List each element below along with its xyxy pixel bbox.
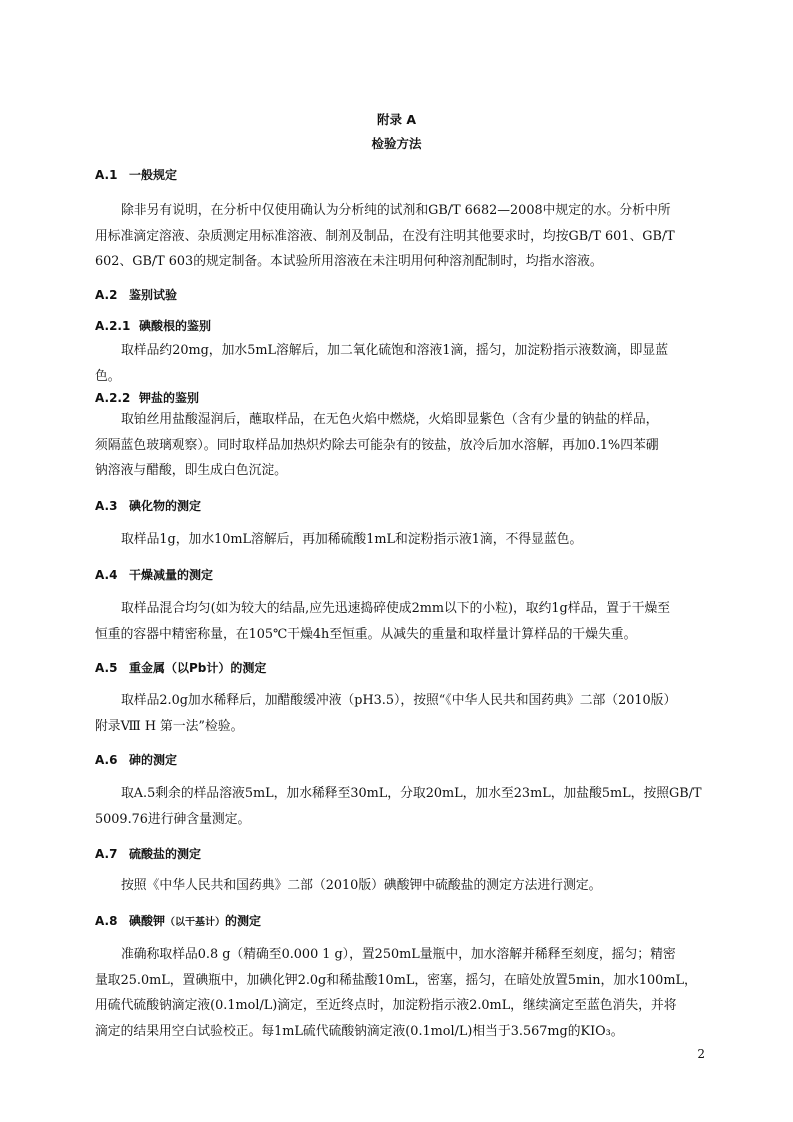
section-heading-a1 — [95, 166, 177, 183]
section-body-a5 — [95, 688, 709, 739]
body-line: 恒重的容器中精密称量，在105℃干燥4h至恒重。从减失的重量和取样量计算样品的干燥失重。 — [95, 626, 637, 642]
body-line: 602、GB/T 603的规定制备。本试验所用溶液在未注明用何种溶剂配制时，均指水溶液。 — [95, 254, 603, 269]
body-line: 须隔蓝色玻璃观察）。同时取样品加热炽灼除去可能杂有的铵盐，放冷后加水溶解，再加0.1%四苯硼 — [95, 437, 659, 453]
section-title: 干燥减量的测定 — [129, 568, 214, 582]
section-body-a7 — [95, 873, 709, 899]
body-line: 取A.5剩余的样品溶液5mL，加水稀释至30mL，分取20mL，加水至23mL，加盐酸5mL，按照GB/T — [121, 786, 702, 801]
section-number: A.3 — [95, 499, 118, 513]
body-line: 取铂丝用盐酸湿润后，蘸取样品，在无色火焰中燃烧，火焰即显紫色（含有少量的钠盐的样品， — [121, 412, 659, 427]
section-heading-a3 — [95, 497, 201, 514]
section-number: A.2 — [95, 288, 118, 302]
section-heading-a2-2 — [95, 389, 199, 406]
section-title: 一般规定 — [129, 168, 178, 182]
section-title: 钾盐的鉴别 — [139, 391, 200, 405]
body-line: 取样品1g，加水10mL溶解后，再加稀硫酸1mL和淀粉指示液1滴，不得显蓝色。 — [121, 532, 583, 547]
body-line: 准确称取样品0.8 g（精确至0.000 1 g），置250mL量瓶中，加水溶解并稀释至刻度，摇匀；精密 — [121, 947, 676, 962]
body-line: 取样品混合均匀(如为较大的结晶,应先迅速捣碎使成2mm以下的小粒)，取约1g样品，置于干燥至 — [121, 601, 671, 616]
section-number: A.7 — [95, 847, 118, 861]
section-number: A.4 — [95, 568, 118, 582]
section-body-a2-1 — [95, 338, 709, 389]
body-line: 用硫代硫酸钠滴定液(0.1mol/L)滴定，至近终点时，加淀粉指示液2.0mL，继续滴定至蓝色消失，并将 — [95, 998, 677, 1013]
body-line: 附录Ⅷ H 第一法”检验。 — [95, 718, 244, 734]
section-heading-a6 — [95, 751, 177, 768]
section-heading-a2 — [95, 286, 177, 303]
appendix-title: 检验方法 — [371, 136, 422, 151]
section-heading-a8 — [95, 912, 261, 929]
section-body-a1 — [95, 198, 709, 275]
section-body-a4 — [95, 596, 709, 647]
body-line: 取样品约20mg，加水5mL溶解后，加二氧化硫饱和溶液1滴，摇匀，加淀粉指示液数滴，即显蓝 — [121, 343, 669, 358]
section-title-tail: 的测定 — [225, 914, 262, 928]
section-number: A.8 — [95, 914, 118, 928]
section-title: 砷的测定 — [129, 753, 178, 767]
section-title: 碘化物的测定 — [129, 499, 202, 513]
body-line: 按照《中华人民共和国药典》二部（2010版）碘酸钾中硫酸盐的测定方法进行测定。 — [121, 878, 602, 893]
section-body-a6 — [95, 781, 709, 832]
section-body-a2-2 — [95, 407, 709, 484]
section-number: A.5 — [95, 661, 118, 675]
section-heading-a5 — [95, 659, 266, 676]
body-line: 用标准滴定溶液、杂质测定用标准溶液、制剂及制品，在没有注明其他要求时，均按GB/T 601、GB/T — [95, 228, 675, 244]
section-title: 碘酸根的鉴别 — [139, 319, 212, 333]
body-line: 钠溶液与醋酸，即生成白色沉淀。 — [95, 463, 287, 478]
section-title: 重金属（以Pb计）的测定 — [129, 661, 267, 675]
section-number: A.2.1 — [95, 319, 131, 333]
section-heading-a7 — [95, 845, 201, 862]
section-heading-a4 — [95, 566, 213, 583]
body-line: 色。 — [95, 368, 121, 384]
section-title: 碘酸钾 — [129, 914, 166, 928]
body-line: 滴定的结果用空白试验校正。每1mL硫代硫酸钠滴定液(0.1mol/L)相当于3.567mg的KIO₃。 — [95, 1023, 624, 1039]
body-line: 量取25.0mL，置碘瓶中，加碘化钾2.0g和稀盐酸10mL，密塞，摇匀，在暗处放置5min，加水100mL， — [95, 972, 697, 988]
appendix-label: 附录 A — [376, 112, 417, 127]
body-line: 取样品2.0g加水稀释后，加醋酸缓冲液（pH3.5），按照“《中华人民共和国药典》二部（2010版） — [121, 693, 677, 708]
section-body-a8 — [95, 942, 709, 1044]
section-title: 鉴别试验 — [129, 288, 178, 302]
section-number: A.6 — [95, 753, 118, 767]
section-number: A.2.2 — [95, 391, 131, 405]
page-number: 2 — [697, 1047, 705, 1061]
section-number: A.1 — [95, 168, 118, 182]
body-line: 5009.76进行砷含量测定。 — [95, 811, 251, 827]
section-title-qualifier: （以干基计） — [165, 917, 226, 928]
section-heading-a2-1 — [95, 317, 211, 334]
body-line: 除非另有说明，在分析中仅使用确认为分析纯的试剂和GB/T 6682—2008中规定的水。分析中所 — [121, 203, 671, 218]
section-title: 硫酸盐的测定 — [129, 847, 202, 861]
section-body-a3 — [95, 527, 709, 553]
